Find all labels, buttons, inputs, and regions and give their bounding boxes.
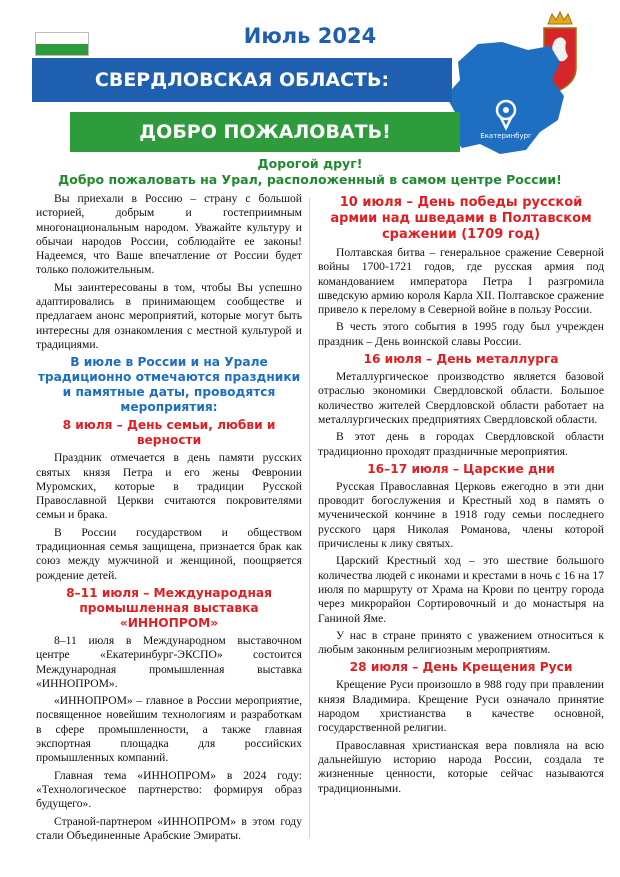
metallurg-title: 16 июля – День металлурга (363, 352, 559, 367)
poltava-paragraph-1: Полтавская битва – генеральное сражение Северной войны 1700-1721 годов, где русская армия под командованием императора Петра I разгромила шведскую армию короля Карла XII. Полтавское сражение привело к перелому в Северной войне в пользу России. (318, 246, 604, 317)
baptism-paragraph-1: Крещение Руси произошло в 988 году при правлении князя Владимира. Крещение Руси означало принятие народом христианства в качестве основной, государственной религии. (318, 678, 604, 735)
holidays-heading: В июле в России и на Урале традиционно отмечаются праздники и памятные даты, проводятся мероприятия: (37, 355, 301, 415)
innoprom-title: 8–11 июля – Международная промышленная выставка «ИННОПРОМ» (66, 585, 272, 630)
greeting-line1: Дорогой друг! (257, 156, 363, 171)
right-column (318, 192, 604, 799)
map-city-label: Екатеринбург (480, 132, 532, 140)
family-day-title: 8 июля – День семьи, любви и верности (62, 418, 276, 448)
baptism-title: 28 июля – День Крещения Руси (349, 660, 573, 675)
region-banner: СВЕРДЛОВСКАЯ ОБЛАСТЬ: (32, 58, 452, 102)
tsar-days-paragraph-3: У нас в стране принято с уважением относиться к любым законным религиозным мероприятиям. (318, 628, 604, 657)
greeting (0, 156, 620, 188)
innoprom-paragraph-4: Страной-партнером «ИННОПРОМ» в этом году стали Объединенные Арабские Эмираты. (36, 814, 302, 842)
baptism-paragraph-2: Православная христианская вера повлияла на всю дальнейшую историю народа России, создала те жизненные ценности, которые сейчас называются традиционными. (318, 738, 604, 795)
metallurg-paragraph-1: Металлургическое производство является базовой отраслью экономики Свердловской области. Большое количество жителей Свердловской области работает на металлургических предприятиях Свердловской области. (318, 370, 604, 426)
innoprom-paragraph-2: «ИННОПРОМ» – главное в России мероприятие, посвященное новейшим технологиям и разработкам в сфере промышленности, а также главная экспортная площадка для российских промышленных компаний. (36, 694, 302, 765)
tsar-days-title: 16–17 июля – Царские дни (367, 461, 555, 476)
issue-date: Июль 2024 (243, 24, 377, 48)
tsar-days-paragraph-1: Русская Православная Церковь ежегодно в эти дни проводит богослужения и Крестный ход в память о мученической кончине в 1918 году семьи последнего русского царя Николая Романова, члены которой причислены к лику святых. (318, 479, 604, 551)
intro-paragraph-1: Вы приехали в Россию – страну с большой историей, добрым и гостеприимным многонациональным народом. Уважайте культуру и обычаи народов России, соблюдайте ее законы! Надеемся, что Ваше впечатление от России будет только положительным. (36, 192, 302, 277)
left-column (36, 192, 302, 846)
innoprom-paragraph-1: 8–11 июля в Международном выставочном центре «Екатеринбург-ЭКСПО» состоится Международная промышленная выставка «ИННОПРОМ». (36, 633, 302, 690)
family-day-paragraph-1: Праздник отмечается в день памяти русских святых князя Петра и его жены Февронии Муромских, которые в традиции Русской Православной Церкви считаются покровителями семьи и брака. (36, 451, 302, 522)
column-divider (309, 198, 310, 838)
tsar-days-paragraph-2: Царский Крестный ход – это шествие большого количества людей с иконами и крестами в ночь с 16 на 17 июля по маршруту от Храма на Крови по центру города через микрорайон Сортировочный и до монастыря на Ганиной Яме. (318, 554, 604, 625)
intro-paragraph-2: Мы заинтересованы в том, чтобы Вы успешно адаптировались в принимающем сообществе и предлагаем анонс мероприятий, которые могут быть интересны для ознакомления с местной культурой и традициями. (36, 280, 302, 351)
welcome-banner: ДОБРО ПОЖАЛОВАТЬ! (70, 112, 460, 152)
poltava-paragraph-2: В честь этого события в 1995 году был учрежден праздник – День воинской славы России. (318, 320, 604, 348)
poltava-title: 10 июля – День победы русской армии над шведами в Полтавском сражении (1709 год) (330, 195, 592, 242)
family-day-paragraph-2: В России государством и обществом традиционная семья защищена, признается брак как союз между мужчиной и женщиной, поощряется рождение детей. (36, 525, 302, 582)
metallurg-paragraph-2: В этот день в городах Свердловской области традиционно проходят праздничные мероприятия. (318, 430, 604, 458)
greeting-line2: Добро пожаловать на Урал, расположенный в самом центре России! (58, 172, 562, 187)
innoprom-paragraph-3: Главная тема «ИННОПРОМ» в 2024 году: «Технологическое партнерство: формируя образ будущего». (36, 768, 302, 811)
